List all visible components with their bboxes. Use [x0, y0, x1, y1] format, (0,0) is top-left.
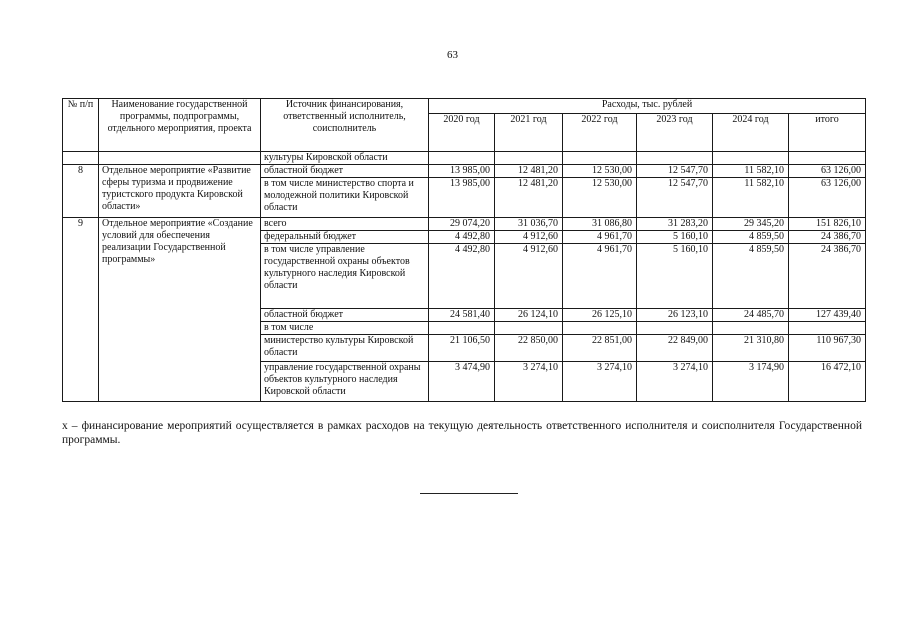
value-cell: 26 124,10: [495, 309, 563, 322]
value-cell: 5 160,10: [637, 231, 713, 244]
value-cell: 4 961,70: [563, 244, 637, 309]
value-cell: [429, 322, 495, 335]
header-expenses: Расходы, тыс. рублей: [429, 99, 866, 114]
value-cell: 4 492,80: [429, 231, 495, 244]
value-cell: 11 582,10: [713, 178, 789, 218]
header-year: 2022 год: [563, 114, 637, 152]
value-cell: 31 283,20: [637, 218, 713, 231]
header-year: 2021 год: [495, 114, 563, 152]
header-total: итого: [789, 114, 866, 152]
value-cell: [495, 322, 563, 335]
header-name: Наименование государственной программы, подпрограммы, отдельного мероприятия, проекта: [99, 99, 261, 152]
header-year: 2020 год: [429, 114, 495, 152]
budget-table: [62, 98, 866, 402]
value-cell: 63 126,00: [789, 178, 866, 218]
table-row: [63, 218, 866, 231]
source-cell: в том числе министерство спорта и молодежной политики Кировской области: [261, 178, 429, 218]
value-cell: 12 481,20: [495, 178, 563, 218]
value-cell: [563, 322, 637, 335]
footnote: x – финансирование мероприятий осуществляется в рамках расходов на текущую деятельность ответственного исполнителя и соисполнителя Государственной программы.: [62, 420, 862, 446]
source-cell: федеральный бюджет: [261, 231, 429, 244]
value-cell: 21 310,80: [713, 335, 789, 362]
value-cell: 13 985,00: [429, 178, 495, 218]
value-cell: [713, 322, 789, 335]
table-row: [63, 152, 866, 165]
source-cell: культуры Кировской области: [261, 152, 429, 165]
value-cell: 110 967,30: [789, 335, 866, 362]
value-cell: 4 859,50: [713, 231, 789, 244]
value-cell: 127 439,40: [789, 309, 866, 322]
value-cell: 12 481,20: [495, 165, 563, 178]
value-cell: 63 126,00: [789, 165, 866, 178]
value-cell: 3 174,90: [713, 362, 789, 402]
value-cell: 21 106,50: [429, 335, 495, 362]
value-cell: 3 474,90: [429, 362, 495, 402]
source-cell: в том числе управление государственной охраны объектов культурного наследия Кировской области: [261, 244, 429, 309]
value-cell: 26 123,10: [637, 309, 713, 322]
item-name: Отдельное мероприятие «Создание условий для обеспечения реализации Государственной программы»: [99, 218, 261, 402]
value-cell: [789, 322, 866, 335]
value-cell: 24 386,70: [789, 244, 866, 309]
item-name: Отдельное мероприятие «Развитие сферы туризма и продвижение туристского продукта Кировской области»: [99, 165, 261, 218]
value-cell: 4 492,80: [429, 244, 495, 309]
source-cell: областной бюджет: [261, 309, 429, 322]
value-cell: 29 074,20: [429, 218, 495, 231]
item-number: 8: [63, 165, 99, 218]
value-cell: 12 530,00: [563, 165, 637, 178]
value-cell: 26 125,10: [563, 309, 637, 322]
value-cell: 31 036,70: [495, 218, 563, 231]
item-number: 9: [63, 218, 99, 402]
value-cell: 11 582,10: [713, 165, 789, 178]
value-cell: 151 826,10: [789, 218, 866, 231]
value-cell: 31 086,80: [563, 218, 637, 231]
source-cell: всего: [261, 218, 429, 231]
value-cell: 12 547,70: [637, 178, 713, 218]
value-cell: 4 912,60: [495, 244, 563, 309]
value-cell: 16 472,10: [789, 362, 866, 402]
value-cell: 13 985,00: [429, 165, 495, 178]
end-divider: [420, 493, 518, 494]
value-cell: 5 160,10: [637, 244, 713, 309]
value-cell: 3 274,10: [637, 362, 713, 402]
value-cell: [637, 322, 713, 335]
value-cell: 24 386,70: [789, 231, 866, 244]
value-cell: 3 274,10: [495, 362, 563, 402]
header-num: № п/п: [63, 99, 99, 152]
value-cell: 4 912,60: [495, 231, 563, 244]
table-row: [63, 165, 866, 178]
header-year: 2023 год: [637, 114, 713, 152]
source-cell: в том числе: [261, 322, 429, 335]
value-cell: 3 274,10: [563, 362, 637, 402]
value-cell: 4 859,50: [713, 244, 789, 309]
header-source: Источник финансирования, ответственный исполнитель, соисполнитель: [261, 99, 429, 152]
value-cell: 22 850,00: [495, 335, 563, 362]
value-cell: 22 851,00: [563, 335, 637, 362]
value-cell: 24 581,40: [429, 309, 495, 322]
value-cell: 12 530,00: [563, 178, 637, 218]
value-cell: 24 485,70: [713, 309, 789, 322]
source-cell: управление государственной охраны объектов культурного наследия Кировской области: [261, 362, 429, 402]
value-cell: 22 849,00: [637, 335, 713, 362]
page-number: 63: [447, 49, 458, 61]
header-row: [63, 99, 866, 114]
value-cell: 29 345,20: [713, 218, 789, 231]
value-cell: 12 547,70: [637, 165, 713, 178]
source-cell: областной бюджет: [261, 165, 429, 178]
source-cell: министерство культуры Кировской области: [261, 335, 429, 362]
value-cell: 4 961,70: [563, 231, 637, 244]
header-year: 2024 год: [713, 114, 789, 152]
